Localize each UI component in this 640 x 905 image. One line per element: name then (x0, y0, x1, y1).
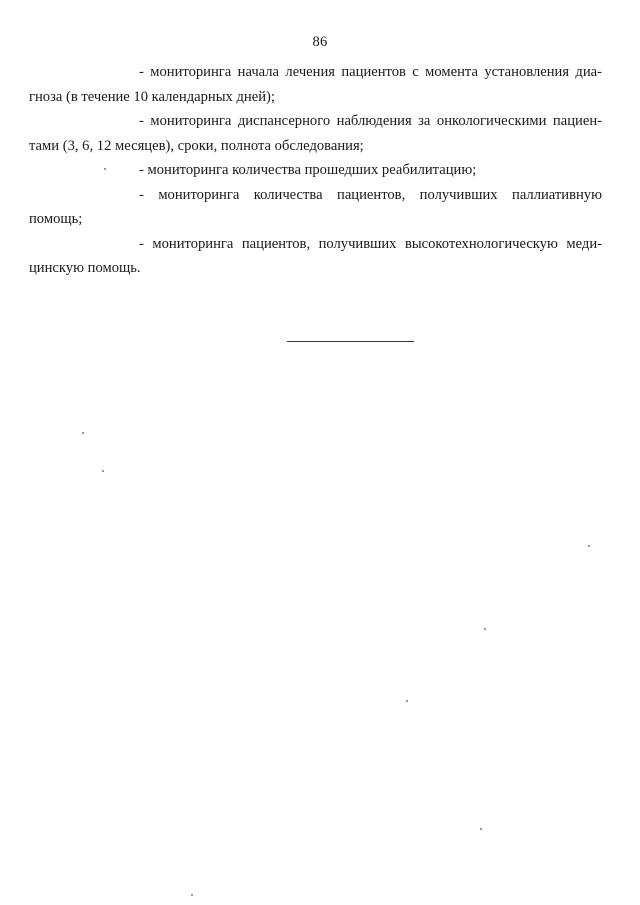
text-line: тами (3, 6, 12 месяцев), сроки, полнота обследования; (29, 137, 364, 154)
scan-speck (82, 432, 84, 434)
list-item (84, 158, 602, 183)
scan-speck (102, 470, 104, 472)
text-line: - мониторинга пациентов, получивших высокотехнологическую меди- (139, 235, 602, 252)
scan-speck (484, 628, 486, 630)
list-item (29, 183, 602, 232)
scan-speck (588, 545, 590, 547)
list-item (29, 109, 602, 158)
end-divider (287, 341, 414, 342)
text-line: - мониторинга количества пациентов, получивших паллиативную (139, 186, 602, 203)
page-number: 86 (312, 34, 328, 50)
scan-speck (480, 828, 482, 830)
list-item (29, 60, 602, 109)
text-line: - мониторинга количества прошедших реабилитацию; (139, 162, 477, 178)
text-line: помощь; (29, 211, 83, 227)
list-item (29, 232, 602, 281)
text-line: гноза (в течение 10 календарных дней); (29, 88, 275, 105)
scan-speck (191, 894, 193, 896)
document-body (29, 60, 602, 281)
scan-speck (406, 700, 408, 702)
scan-speck (104, 168, 106, 170)
text-line: - мониторинга диспансерного наблюдения за онкологическими пациен- (139, 113, 602, 129)
text-line: - мониторинга начала лечения пациентов с момента установления диа- (139, 64, 602, 80)
text-line: цинскую помощь. (29, 260, 141, 276)
